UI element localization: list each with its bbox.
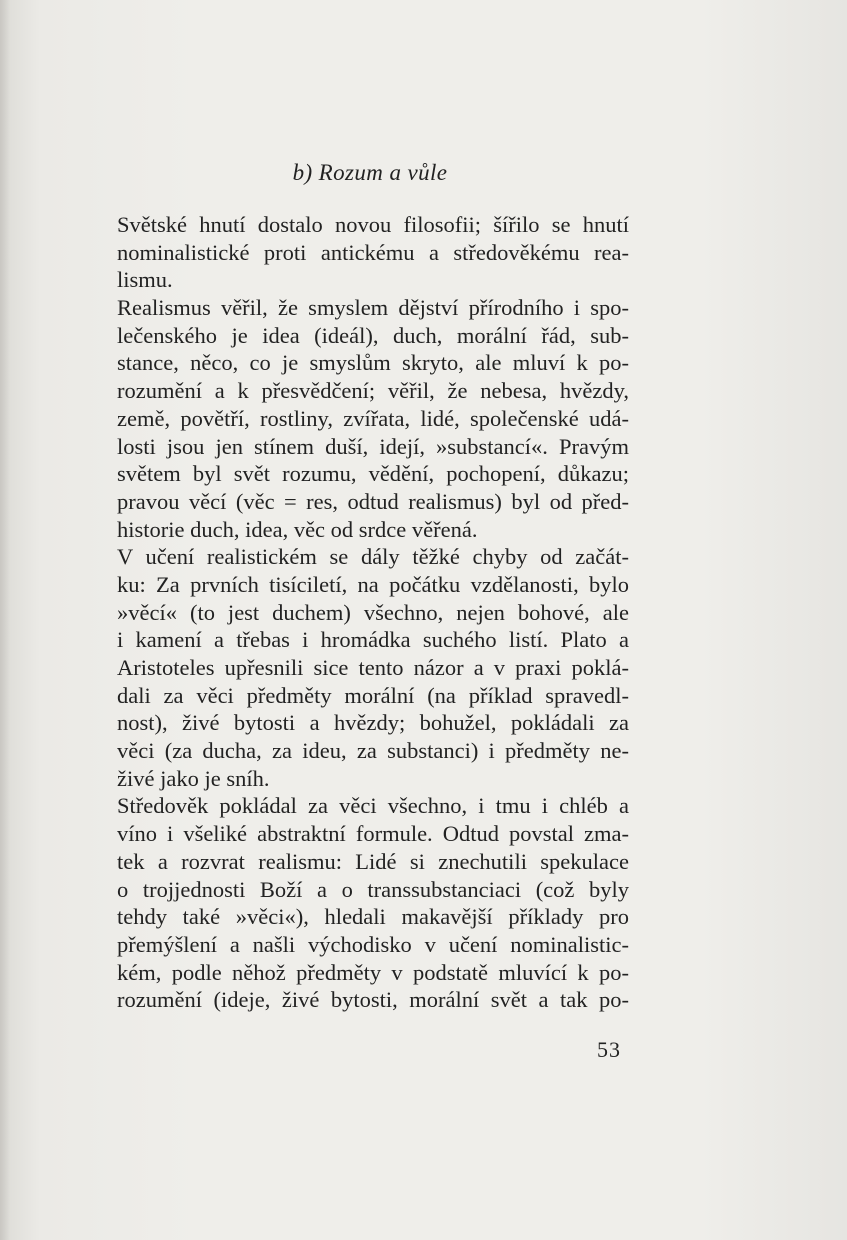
text-line: kém, podle něhož předměty v podstatě mluvící k po- xyxy=(117,959,629,985)
text-line: losti jsou jen stínem duší, idejí, »substancí«. Pravým xyxy=(117,433,629,459)
text-line: historie duch, idea, věc od srdce věřená. xyxy=(117,516,478,542)
text-line: o trojjednosti Boží a o transsubstanciaci (což byly xyxy=(117,876,629,902)
text-line: dali za věci předměty morální (na příklad spravedl- xyxy=(117,682,629,708)
text-line: stance, něco, co je smyslům skryto, ale mluví k po- xyxy=(117,350,629,376)
text-line: Aristoteles upřesnili sice tento názor a v praxi poklá- xyxy=(117,655,629,680)
page-number: 53 xyxy=(597,1037,621,1062)
text-line: Realismus věřil, že smyslem dějství přírodního i spo- xyxy=(117,295,629,321)
text-line: lismu. xyxy=(117,267,173,293)
text-line: živé jako je sníh. xyxy=(117,765,270,791)
text-line: lečenského je idea (ideál), duch, morální řád, sub- xyxy=(117,322,629,348)
text-line: nost), živé bytosti a hvězdy; bohužel, pokládali za xyxy=(117,710,629,736)
text-line: země, povětří, rostliny, zvířata, lidé, společenské udá- xyxy=(117,405,629,431)
text-line: věci (za ducha, za ideu, za substanci) i předměty ne- xyxy=(117,738,629,764)
text-line: tek a rozvrat realismu: Lidé si znechutili spekulace xyxy=(117,848,629,874)
text-line: Středověk pokládal za věci všechno, i tmu i chléb a xyxy=(117,793,629,819)
text-line: pravou věcí (věc = res, odtud realismus) byl od před- xyxy=(117,488,629,514)
text-line: i kamení a třebas i hromádka suchého listí. Plato a xyxy=(117,627,629,653)
text-line: rozumění (ideje, živé bytosti, morální svět a tak po- xyxy=(117,987,629,1013)
section-heading: b) Rozum a vůle xyxy=(292,160,448,185)
text-line: rozumění a k přesvědčení; věřil, že nebesa, hvězdy, xyxy=(117,378,629,404)
body-text xyxy=(117,211,629,1014)
text-line: »věcí« (to jest duchem) všechno, nejen bohové, ale xyxy=(117,599,629,625)
text-line: víno i všeliké abstraktní formule. Odtud povstal zma- xyxy=(117,821,629,847)
text-line: přemýšlení a našli východisko v učení nominalistic- xyxy=(117,931,629,957)
text-line: nominalistické proti antickému a středověkému rea- xyxy=(117,239,629,265)
text-line: ku: Za prvních tisíciletí, na počátku vzdělanosti, bylo xyxy=(117,571,629,597)
text-line: tehdy také »věci«), hledali makavější příklady pro xyxy=(117,904,629,930)
text-line: Světské hnutí dostalo novou filosofii; šířilo se hnutí xyxy=(117,212,629,237)
text-line: V učení realistickém se dály těžké chyby od začát- xyxy=(117,544,629,570)
text-line: světem byl svět rozumu, vědění, pochopení, důkazu; xyxy=(117,461,629,487)
page-spine-shadow xyxy=(0,0,10,1240)
